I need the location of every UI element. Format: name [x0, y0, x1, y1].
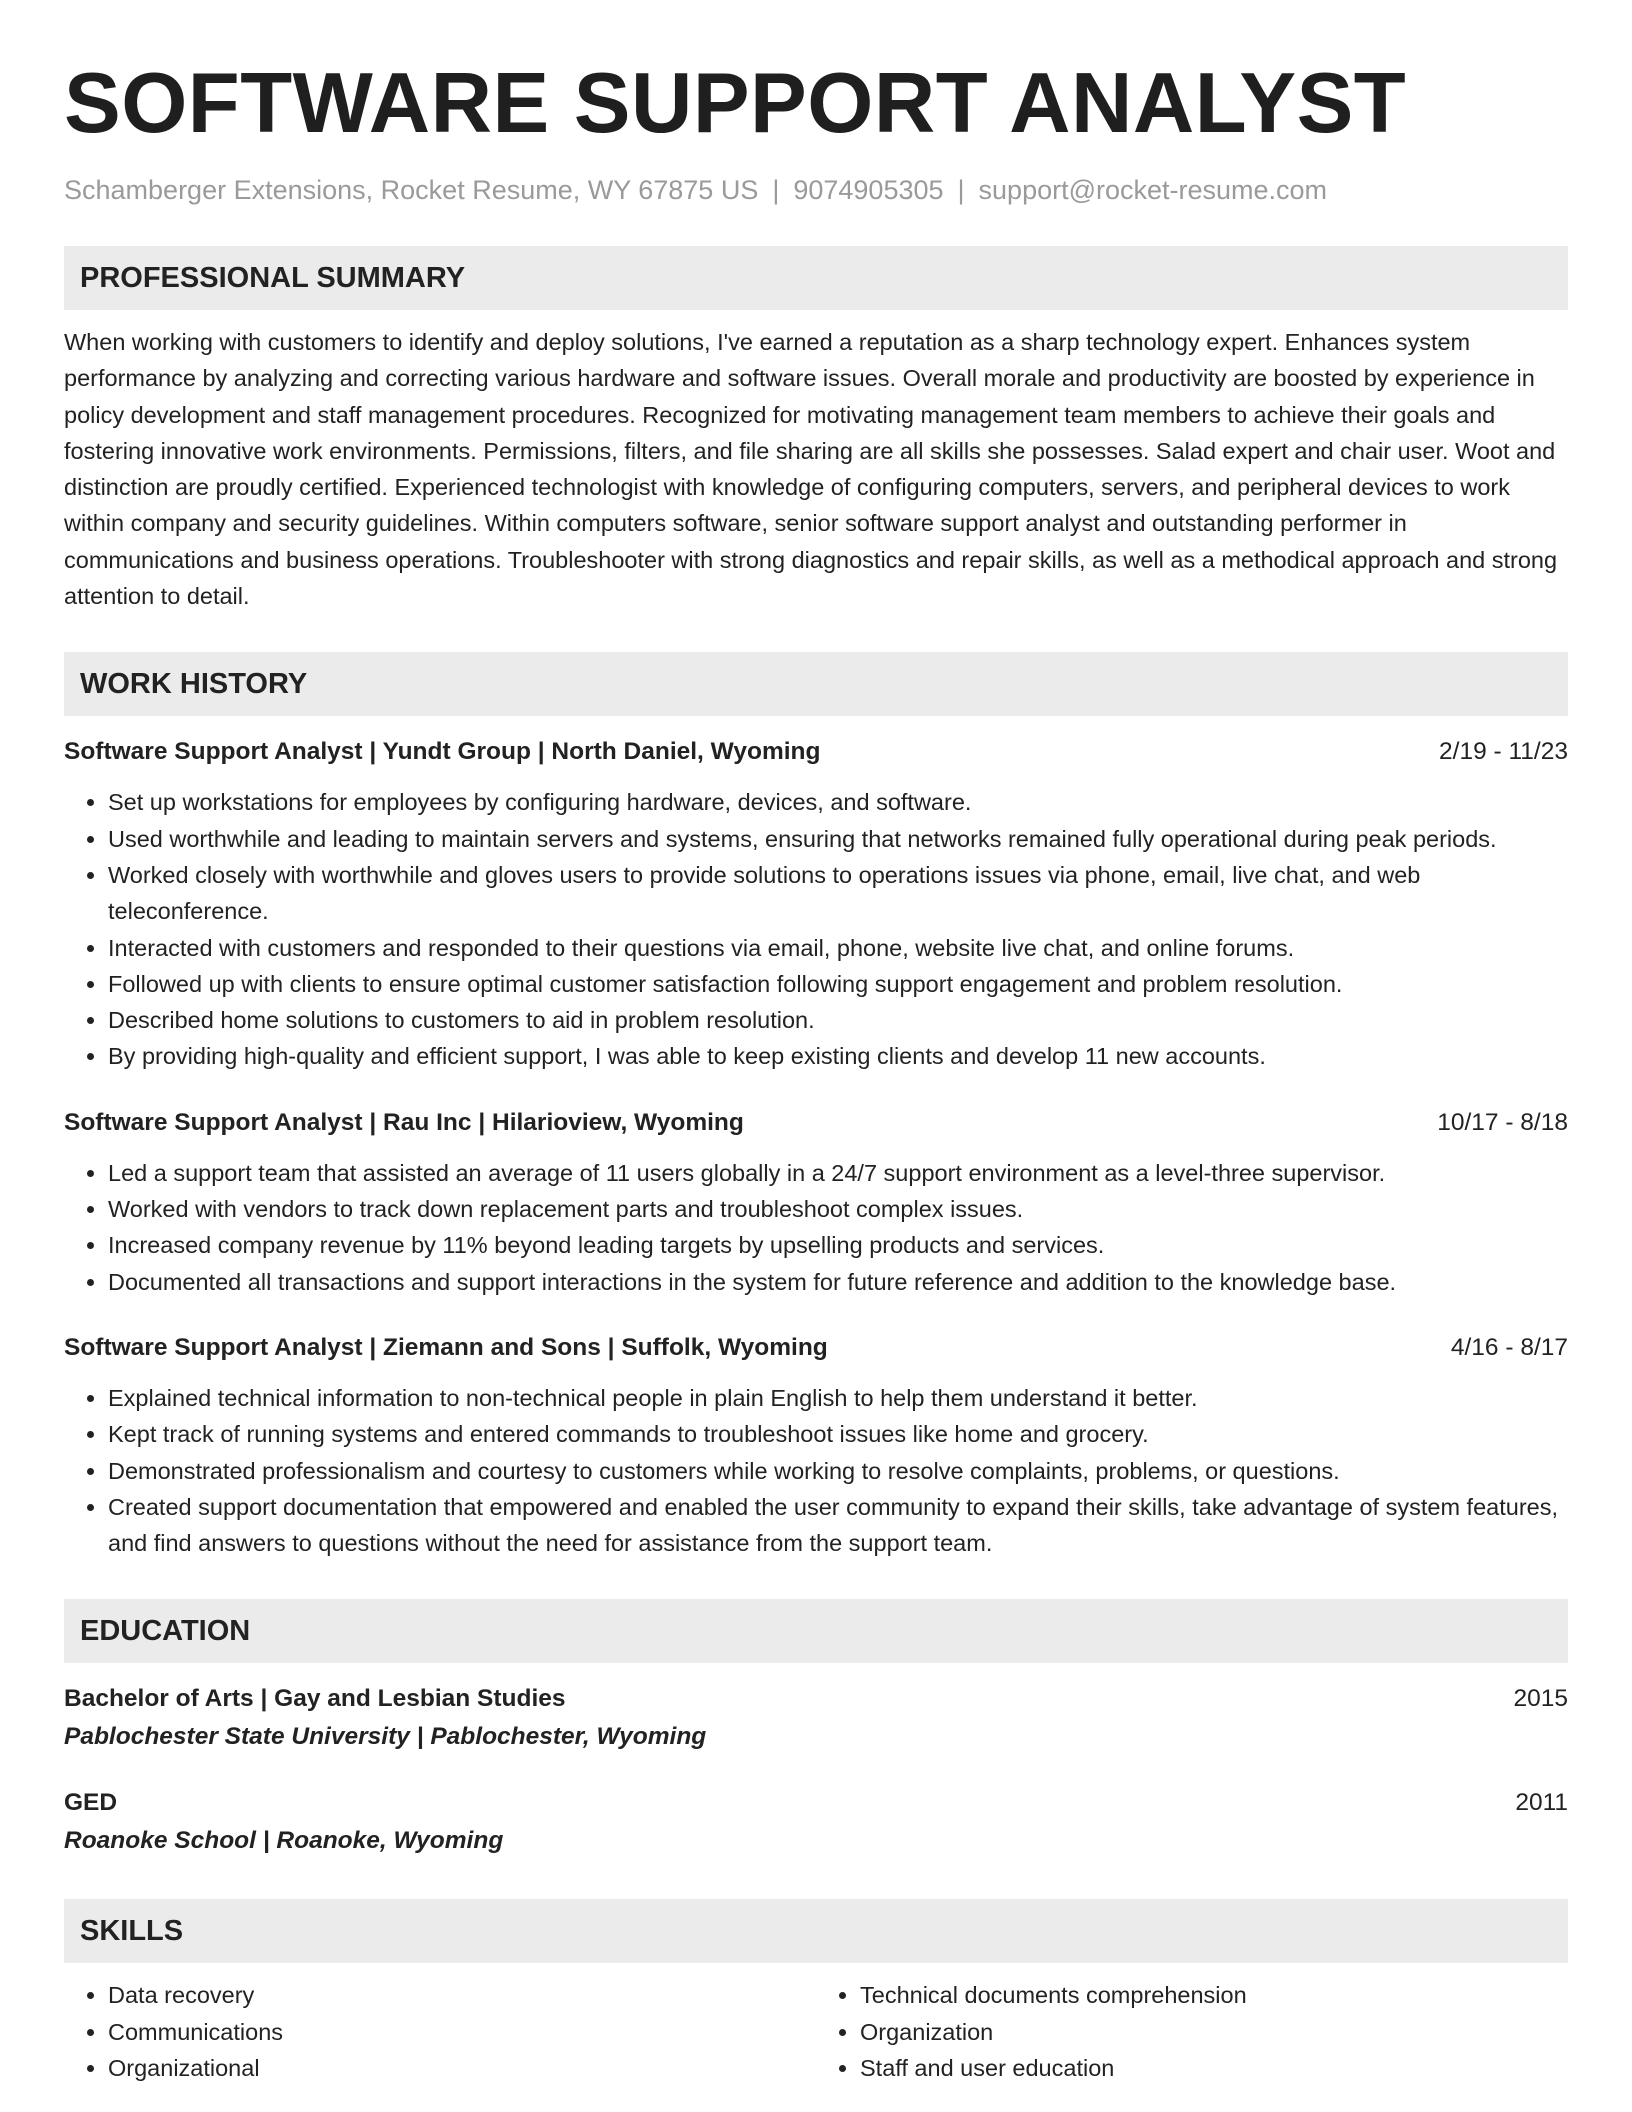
job-dates: 4/16 - 8/17 — [1450, 1333, 1568, 1361]
job-entry — [64, 1105, 1568, 1300]
job-title: Software Support Analyst | Ziemann and Sons | Suffolk, Wyoming — [64, 1333, 828, 1361]
job-bullet: • Created support documentation that empowered and enabled the user community to expand their skills, take advantage of system features, and find answers to questions without the need for assistance from the support team. — [108, 1489, 1568, 1562]
job-title: Software Support Analyst | Rau Inc | Hilarioview, Wyoming — [64, 1108, 744, 1136]
job-bullets — [64, 1380, 1568, 1561]
skill-item: • Data recovery — [108, 1977, 816, 2013]
job-bullet: • Used worthwhile and leading to maintain servers and systems, ensuring that networks remained fully operational during peak periods. — [108, 821, 1568, 857]
contact-line — [64, 172, 1568, 208]
job-entry — [64, 1330, 1568, 1561]
skill-item: • Technical documents comprehension — [860, 1977, 1568, 2013]
job-bullet: • Kept track of running systems and entered commands to troubleshoot issues like home and grocery. — [108, 1416, 1568, 1452]
job-bullet: • Worked with vendors to track down replacement parts and troubleshoot complex issues. — [108, 1191, 1568, 1227]
section-header-work: WORK HISTORY — [64, 652, 1568, 716]
skill-item: • Organizational — [108, 2050, 816, 2086]
contact-phone: 9074905305 — [793, 175, 944, 205]
job-header — [64, 1330, 1568, 1366]
job-bullet: • Followed up with clients to ensure optimal customer satisfaction following support engagement and problem resolution. — [108, 966, 1568, 1002]
job-title: Software Support Analyst | Yundt Group | North Daniel, Wyoming — [64, 738, 821, 766]
education-entry — [64, 1681, 1568, 1757]
contact-separator: | — [957, 175, 965, 205]
education-year: 2011 — [1515, 1789, 1568, 1817]
job-bullet: • Documented all transactions and support interactions in the system for future reference and addition to the knowledge base. — [108, 1264, 1568, 1300]
job-header — [64, 734, 1568, 770]
contact-address: Schamberger Extensions, Rocket Resume, WY 67875 US — [64, 175, 759, 205]
job-bullet: • Set up workstations for employees by configuring hardware, devices, and software. — [108, 784, 1568, 820]
job-bullet: • Led a support team that assisted an average of 11 users globally in a 24/7 support environment as a level-three supervisor. — [108, 1155, 1568, 1191]
section-header-education: EDUCATION — [64, 1599, 1568, 1663]
education-header — [64, 1681, 1568, 1717]
education-header — [64, 1785, 1568, 1821]
job-bullet: • Described home solutions to customers to aid in problem resolution. — [108, 1002, 1568, 1038]
skills-column-right — [816, 1977, 1568, 2086]
education-year: 2015 — [1513, 1685, 1568, 1713]
summary-text: When working with customers to identify and deploy solutions, I've earned a reputation as a sharp technology expert. Enhances system performance by analyzing and correcting various hardware and software issues. Overall morale and productivity are boosted by experience in policy development and staff management procedures. Recognized for motivating management team members to achieve their goals and fostering innovative work environments. Permissions, filters, and file sharing are all skills she possesses. Salad expert and chair user. Woot and distinction are proudly certified. Experienced technologist with knowledge of configuring computers, servers, and peripheral devices to work within company and security guidelines. Within computers software, senior software support analyst and outstanding performer in communications and business operations. Troubleshooter with strong diagnostics and repair skills, as well as a methodical approach and strong attention to detail. — [64, 329, 1558, 610]
job-bullet: • Worked closely with worthwhile and gloves users to provide solutions to operations issues via phone, email, live chat, and web teleconference. — [108, 857, 1568, 930]
job-bullet: • By providing high-quality and efficient support, I was able to keep existing clients and develop 11 new accounts. — [108, 1038, 1568, 1074]
education-school: Roanoke School | Roanoke, Wyoming — [64, 1827, 504, 1855]
education-school: Pablochester State University | Pablochester, Wyoming — [64, 1723, 707, 1751]
job-bullets — [64, 1155, 1568, 1300]
job-entry — [64, 734, 1568, 1074]
skill-item: • Staff and user education — [860, 2050, 1568, 2086]
job-bullet: • Increased company revenue by 11% beyond leading targets by upselling products and services. — [108, 1227, 1568, 1263]
job-bullets — [64, 784, 1568, 1074]
job-bullet: • Interacted with customers and responded to their questions via email, phone, website live chat, and online forums. — [108, 930, 1568, 966]
job-bullet: • Explained technical information to non-technical people in plain English to help them understand it better. — [108, 1380, 1568, 1416]
job-dates: 2/19 - 11/23 — [1439, 738, 1568, 766]
job-header — [64, 1105, 1568, 1141]
job-bullet: • Demonstrated professionalism and courtesy to customers while working to resolve complaints, problems, or questions. — [108, 1453, 1568, 1489]
contact-separator: | — [772, 175, 780, 205]
section-header-summary: PROFESSIONAL SUMMARY — [64, 246, 1568, 310]
education-degree: Bachelor of Arts | Gay and Lesbian Studies — [64, 1685, 566, 1713]
skill-item: • Organization — [860, 2014, 1568, 2050]
contact-email: support@rocket-resume.com — [978, 175, 1328, 205]
resume-name: SOFTWARE SUPPORT ANALYST — [64, 56, 1407, 151]
job-dates: 10/17 - 8/18 — [1437, 1108, 1568, 1136]
education-entry — [64, 1785, 1568, 1861]
skill-item: • Communications — [108, 2014, 816, 2050]
section-header-skills: SKILLS — [64, 1899, 1568, 1963]
skills-column-left — [64, 1977, 816, 2086]
skills-list — [64, 1977, 1568, 2086]
education-degree: GED — [64, 1789, 118, 1817]
